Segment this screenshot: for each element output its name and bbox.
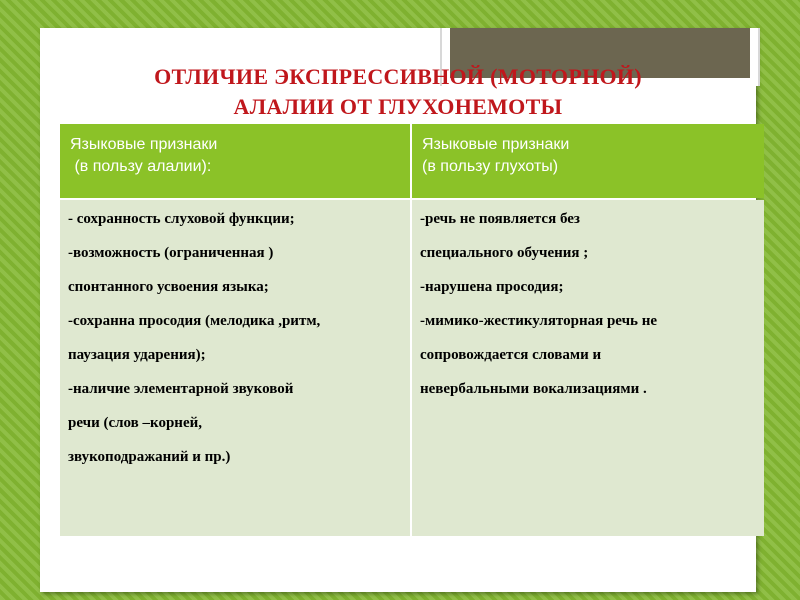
deafness-line: сопровождается словами и bbox=[420, 347, 602, 363]
header-cell-alalia bbox=[60, 124, 410, 198]
alalia-line: -сохранна просодия (мелодика ,ритм, bbox=[68, 313, 321, 329]
header-alalia-line-2: (в пользу алалии): bbox=[70, 158, 212, 175]
alalia-line: -возможность (ограниченная ) bbox=[68, 245, 274, 261]
slide-title bbox=[40, 62, 756, 122]
header-cell-deafness bbox=[412, 124, 764, 198]
deafness-line: специального обучения ; bbox=[420, 245, 589, 261]
deafness-line: -нарушена просодия; bbox=[420, 279, 564, 295]
body-cell-alalia bbox=[60, 200, 410, 536]
title-line-2: АЛАЛИИ ОТ ГЛУХОНЕМОТЫ bbox=[233, 94, 563, 119]
alalia-line: звукоподражаний и пр.) bbox=[68, 449, 231, 465]
alalia-line: паузация ударения); bbox=[68, 347, 206, 363]
header-deafness-line-2: (в пользу глухоты) bbox=[422, 158, 559, 175]
alalia-line: речи (слов –корней, bbox=[68, 415, 203, 431]
deafness-line: -мимико-жестикуляторная речь не bbox=[420, 313, 658, 329]
alalia-line: -наличие элементарной звуковой bbox=[68, 381, 294, 397]
alalia-line: - сохранность слуховой функции; bbox=[68, 211, 295, 227]
header-alalia-line-1: Языковые признаки bbox=[70, 136, 218, 153]
title-line-1: ОТЛИЧИЕ ЭКСПРЕССИВНОЙ (МОТОРНОЙ) bbox=[154, 64, 642, 89]
comparison-table bbox=[60, 124, 764, 536]
body-cell-deafness bbox=[412, 200, 764, 536]
header-deafness-line-1: Языковые признаки bbox=[422, 136, 570, 153]
deafness-line: -речь не появляется без bbox=[420, 211, 580, 227]
alalia-line: спонтанного усвоения языка; bbox=[68, 279, 269, 295]
deafness-line: невербальными вокализациями . bbox=[420, 381, 647, 397]
